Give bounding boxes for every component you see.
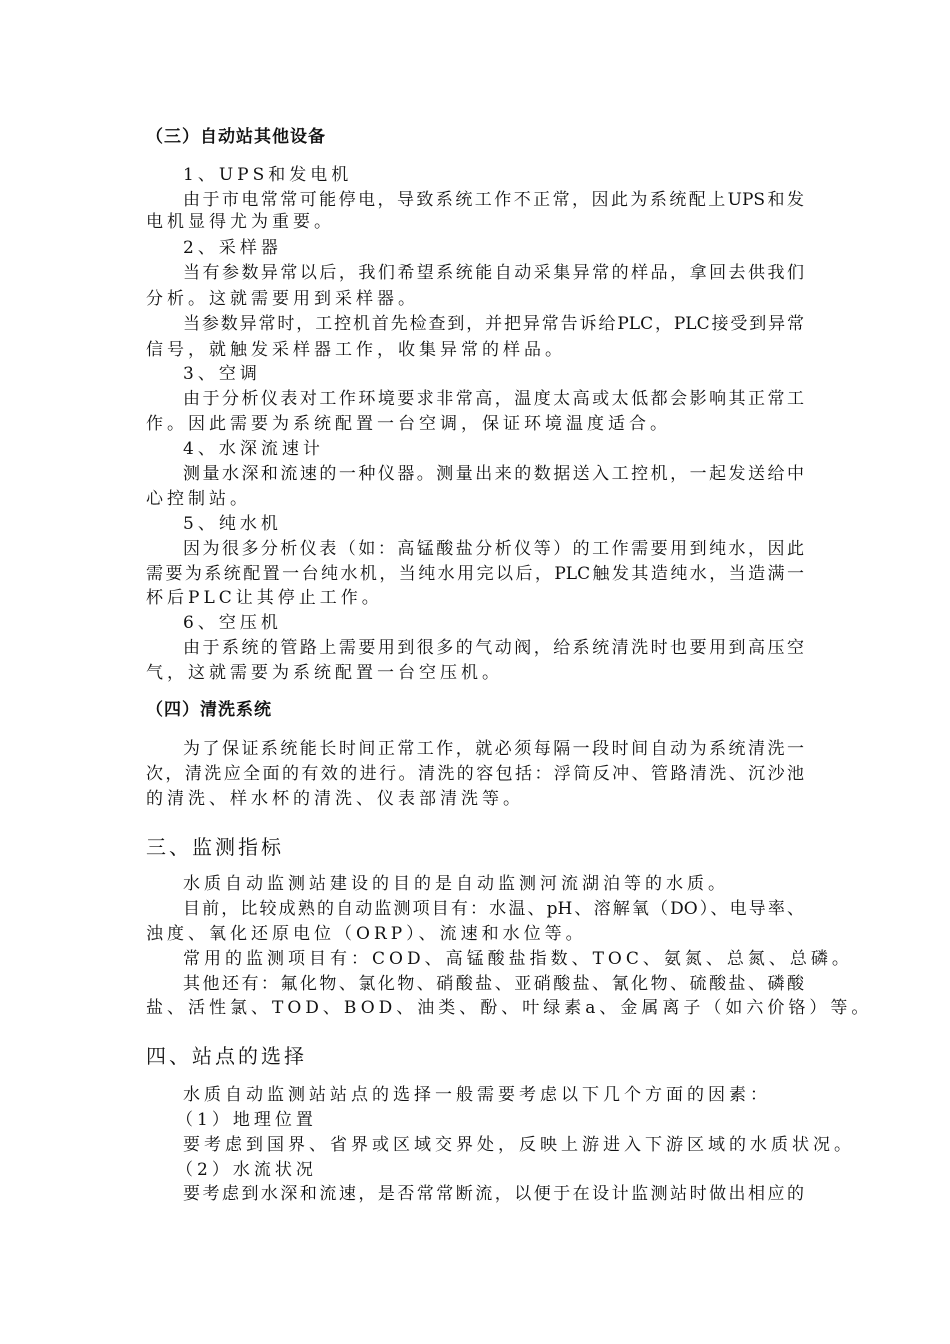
paragraph-line: 电机显得尤为重要。	[146, 212, 335, 232]
paragraph-line: 盐、活性氯、TOD、BOD、油类、酚、叶绿素a、金属离子（如六价铬）等。	[146, 998, 873, 1018]
paragraph-line: 要考虑到国界、省界或区域交界处，反映上游进入下游区域的水质状况。	[183, 1135, 855, 1155]
paragraph-line: 当参数异常时，工控机首先检查到，并把异常告诉给PLC，PLC接受到异常	[183, 314, 804, 334]
paragraph-line: 由于系统的管路上需要用到很多的气动阀，给系统清洗时也要用到高压空	[183, 638, 804, 658]
paragraph-line: 目前，比较成熟的自动监测项目有：水温、pH、溶解氧（DO）、电导率、	[183, 899, 804, 919]
paragraph-line: 因为很多分析仪表（如：高锰酸盐分析仪等）的工作需要用到纯水，因此	[183, 539, 804, 559]
paragraph-line: 次，清洗应全面的有效的进行。清洗的容包括：浮筒反冲、管路清洗、沉沙池	[146, 764, 804, 784]
item-heading: （2）水流状况	[176, 1160, 317, 1180]
paragraph-line: 分析。这就需要用到采样器。	[146, 289, 419, 309]
paragraph-line: 要考虑到水深和流速，是否常常断流，以便于在设计监测站时做出相应的	[183, 1184, 804, 1204]
paragraph-line: 浊度、氧化还原电位（ORP）、流速和水位等。	[146, 924, 587, 944]
paragraph-line: 杯后PLC让其停止工作。	[146, 588, 383, 608]
paragraph-line: 其他还有：氟化物、氯化物、硝酸盐、亚硝酸盐、氰化物、硫酸盐、磷酸	[183, 974, 804, 994]
section-heading-other-equipment: （三）自动站其他设备	[146, 127, 326, 147]
paragraph-line: 常用的监测项目有：COD、高锰酸盐指数、TOC、氨氮、总氮、总磷。	[183, 949, 853, 969]
paragraph-line: 需要为系统配置一台纯水机，当纯水用完以后，PLC触发其造纯水，当造满一	[146, 564, 804, 584]
item-heading: 2、采样器	[183, 238, 282, 258]
item-heading: 6、空压机	[183, 613, 282, 633]
paragraph-line: 水质自动监测站站点的选择一般需要考虑以下几个方面的因素：	[183, 1085, 771, 1105]
item-heading: 3、空调	[183, 364, 261, 384]
paragraph-line: 当有参数异常以后，我们希望系统能自动采集异常的样品，拿回去供我们	[183, 263, 804, 283]
paragraph-line: 为了保证系统能长时间正常工作，就必须每隔一段时间自动为系统清洗一	[183, 739, 804, 759]
chapter-heading-site-selection: 四、站点的选择	[146, 1044, 307, 1068]
paragraph-line: 心控制站。	[146, 489, 251, 509]
paragraph-line: 由于市电常常可能停电，导致系统工作不正常，因此为系统配上UPS和发	[183, 190, 804, 210]
paragraph-line: 水质自动监测站建设的目的是自动监测河流湖泊等的水质。	[183, 874, 729, 894]
paragraph-line: 的清洗、样水杯的清洗、仪表部清洗等。	[146, 789, 524, 809]
paragraph-line: 由于分析仪表对工作环境要求非常高，温度太高或太低都会影响其正常工	[183, 389, 804, 409]
paragraph-line: 测量水深和流速的一种仪器。测量出来的数据送入工控机，一起发送给中	[183, 464, 804, 484]
paragraph-line: 信号，就触发采样器工作，收集异常的样品。	[146, 340, 566, 360]
item-heading: 4、水深流速计	[183, 439, 324, 459]
item-heading: （1）地理位置	[176, 1110, 317, 1130]
paragraph-line: 气，这就需要为系统配置一台空压机。	[146, 663, 503, 683]
chapter-heading-monitoring-indicators: 三、监测指标	[146, 835, 284, 859]
section-heading-cleaning-system: （四）清洗系统	[146, 700, 272, 720]
item-heading: 5、纯水机	[183, 514, 282, 534]
item-heading: 1、UPS和发电机	[183, 165, 353, 185]
paragraph-line: 作。因此需要为系统配置一台空调，保证环境温度适合。	[146, 414, 671, 434]
